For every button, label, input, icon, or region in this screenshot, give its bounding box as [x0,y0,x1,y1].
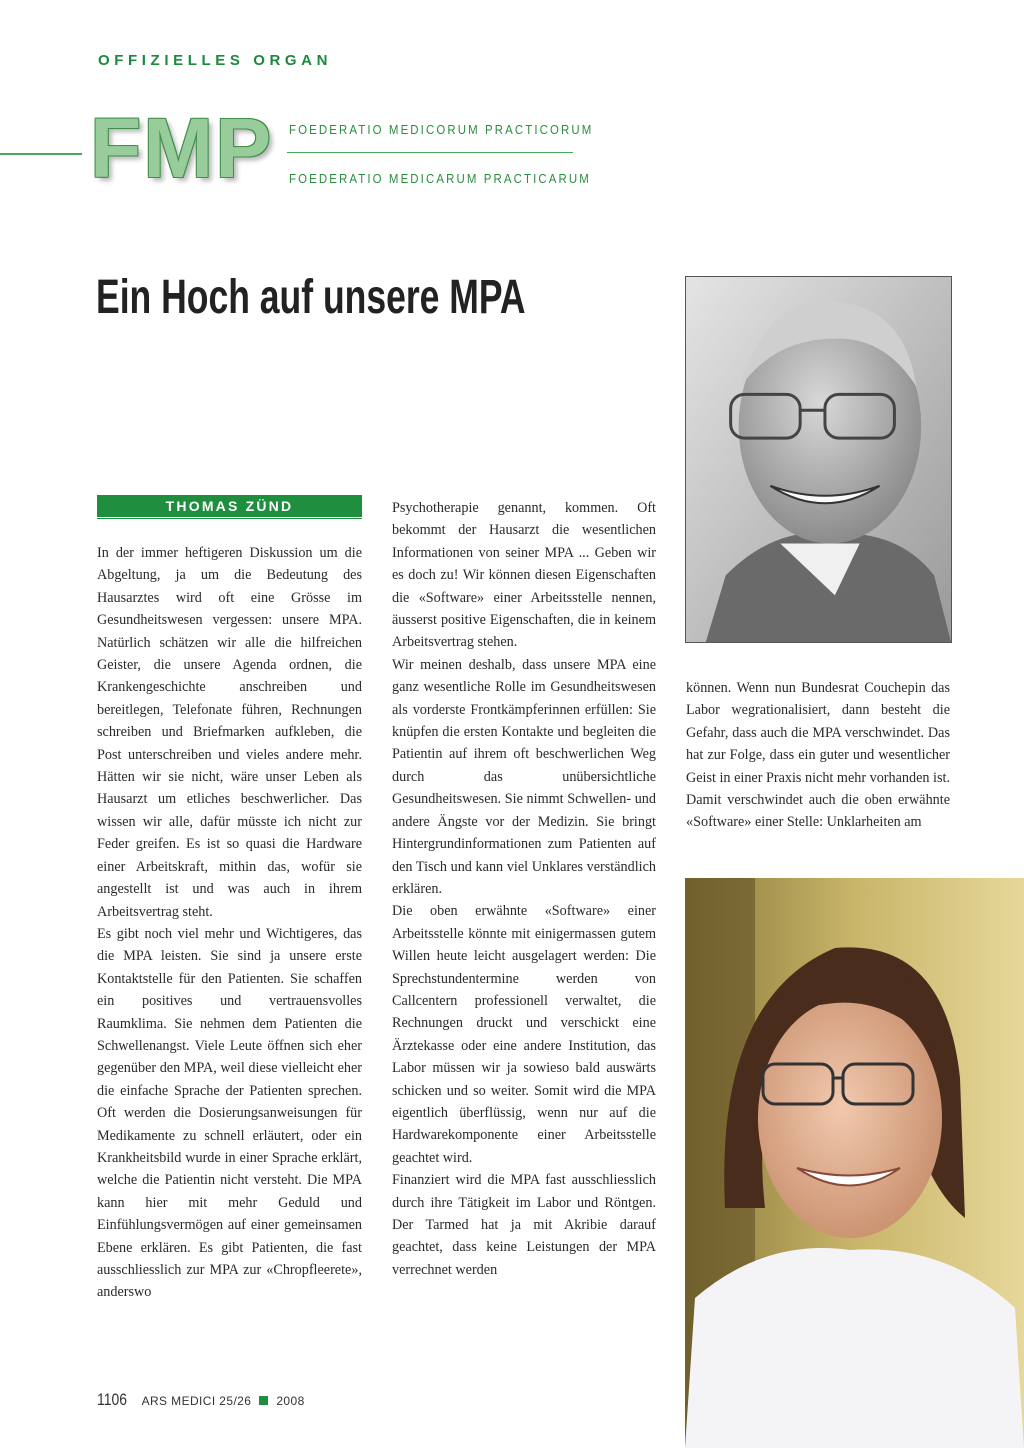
paragraph: In der immer heftigeren Diskussion um die Abgeltung, ja um die Bedeutung des Hausarztes wird oft eine Grösse im Gesundheitswesen vergessen: unsere MPA. Natürlich schätzen wir alle die hilfreichen Geister, die unsere Agenda ordnen, die Krankengeschichte anschreiben und bereitlegen, Telefonate führen, Rechnungen schreiben und Briefmarken aufkleben, die Post unterschreiben und vieles andere mehr. Hätten wir sie nicht, wäre unser Leben als Hausarzt um etliches beschwerlicher. Das wissen wir alle, dafür müsste ich nicht zur Feder greifen. Es ist so quasi die Hardware einer Arbeitskraft, mithin das, wofür sie angestellt ist und was auch in ihrem Arbeitsvertrag steht. [97,545,362,920]
article-column-1 [97,542,362,1304]
paragraph: Wir meinen deshalb, dass unsere MPA eine ganz wesentliche Rolle im Gesundheitswesen als vorderste Frontkämpferinnen erfüllen: Sie knüpfen die ersten Kontakte und begleiten die Patientin auf ihrem oft beschwerlichen Weg durch das unübersichtliche Gesundheitswesen. Sie nimmt Schwellen- und andere Ängste vor der Medizin. Sie bringt Hintergrundinformationen zum Patienten auf den Tisch und kann viel Unklares verständlich erklären. [392,656,656,897]
article-column-2 [392,497,656,1281]
paragraph: Finanziert wird die MPA fast ausschliesslich durch ihre Tätigkeit im Labor und Röntgen. Der Tarmed hat ja mit Akribie darauf geachtet, dass keine Leistungen der MPA verrechnet werden [392,1172,656,1278]
article-title: Ein Hoch auf unsere MPA [96,271,526,324]
mpa-portrait-photo [685,878,1024,1448]
page-footer [97,1390,305,1410]
paragraph: können. Wenn nun Bundesrat Couchepin das Labor wegrationalisiert, dann besteht die Gefahr, dass auch die MPA verschwindet. Das hat zur Folge, dass ein guter und wesentlicher Geist in einer Praxis nicht mehr vorhanden ist. Damit verschwindet auch die oben erwähnte «Software» einer Stelle: Unklarheiten am [686,680,950,831]
page-number: 1106 [97,1390,127,1409]
journal-name: ARS MEDICI 25/26 [141,1394,252,1408]
logo-left-line [0,153,82,155]
journal-year: 2008 [276,1394,305,1408]
fmp-logo: FMP [90,101,274,195]
kicker: OFFIZIELLES ORGAN [98,52,333,69]
author-portrait-photo [685,276,952,643]
logo-subtitle-2: FOEDERATIO MEDICARUM PRACTICARUM [289,171,591,186]
author-name-bar: THOMAS ZÜND [97,495,362,517]
paragraph: Die oben erwähnte «Software» einer Arbeitsstelle könnte mit einigermassen gutem Willen heute leicht ausgelagert werden: Die Sprechstundentermine werden von Callcentern professionell verwaltet, die Rechnungen druckt und verschickt eine Ärztekasse oder eine andere Institution, das Labor müssen wir ja sowieso bald auswärts schicken und so weiter. Somit wird die MPA eigentlich überflüssig, wenn nur auf die Hardwarekomponente einer Arbeitsstelle geachtet wird. [392,903,656,1166]
paragraph: Es gibt noch viel mehr und Wichtigeres, das die MPA leisten. Sie sind ja unsere erste Kontaktstelle für den Patienten. Sie schaffen ein positives und vertrauensvolles Raumklima. Sie nehmen dem Patienten die Schwellenangst. Viele Leute öffnen sich eher gegenüber den MPA, weil diese vielleicht eher die einfache Sprache der Patienten sprechen. Oft werden die Dosierungsanweisungen für Medikamente zu schnell erläutert, oder ein Krankheitsbild wurde in einer Sprache erklärt, welche die Patientin nicht versteht. Die MPA kann hier mit mehr Geduld und Einfühlungsvermögen auf einer gemeinsamen Ebene erklären. Es gibt Patienten, die fast ausschliesslich zur MPA zur «Chropfleerete», anderswo [97,925,362,1301]
logo-divider [287,152,573,153]
logo-subtitle-1: FOEDERATIO MEDICORUM PRACTICORUM [289,122,594,137]
paragraph: Psychotherapie genannt, kommen. Oft bekommt der Hausarzt die wesentlichen Informationen von seiner MPA ... Geben wir es doch zu! Wir können diesen Eigenschaften die «Software» einer Arbeitsstelle nennen, äusserst positive Eigenschaften, die in keinem Arbeitsvertrag stehen. [392,500,656,651]
author-underline [97,518,362,519]
article-column-3 [686,677,950,834]
green-square-icon [259,1396,268,1405]
